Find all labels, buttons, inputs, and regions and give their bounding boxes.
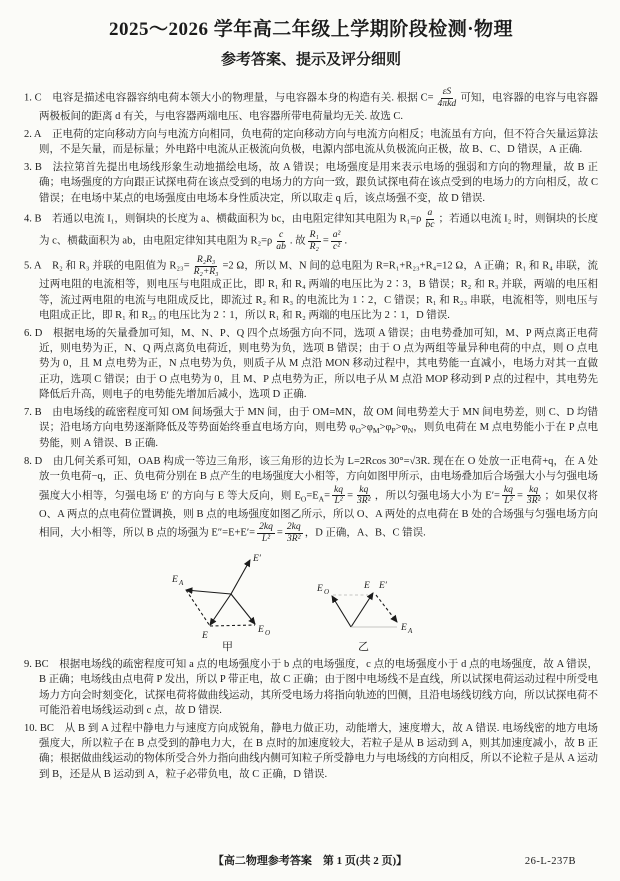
- footer-page-label: 【高二物理参考答案 第 1 页(共 2 页)】: [212, 854, 408, 867]
- label-ea-jia: E: [172, 574, 178, 585]
- fraction: $\frac{\text{R₂R₃}}{\text{R₂+R₃}}$: [193, 253, 219, 277]
- answer-item-4: 4. B 若通以电流 I₁，则铜块的长度为 a、横截面积为 bc，由电阻定律知其电阻为 R₁=ρ $\frac{a}{bc}$ ；若通以电流 I₂ 时，则铜块的长度为 c、横截面积为 ab，由电阻定律知其电阻为 R₂=ρ $\frac{c}{ab}$ . 故 $\frac{\text{R₁}}{\text{R₂}}$ = $\frac{\text{a²}}{\text{c²}}$ .: [24, 206, 598, 253]
- label-eo-jia: E: [258, 624, 264, 635]
- label-ea-sub-jia: A: [179, 578, 184, 587]
- page-footer: [0, 853, 620, 869]
- fraction: $\frac{\text{R₁}}{\text{R₂}}$: [309, 229, 319, 253]
- fraction: $\frac{kq}{\text{3R²}}$: [357, 483, 371, 507]
- footer-doc-code: 26-L-237B: [524, 855, 576, 867]
- caption-jia: 甲: [222, 640, 233, 652]
- fraction: $\frac{\varepsilon S}{\text{4πkd}}$: [437, 85, 457, 109]
- answer-item-10: 10. BC 从 B 到 A 过程中静电力与速度方向成锐角，静电力做正功，动能增大，速度增大，故 A 错误. 电场线密的地方电场强度大，所以粒子在 B 点受到的静电力大，在 B 点时的加速度较大，若粒子是从 B 运动到 A，则其加速度减小，故 B 正确；根据做曲线运动的物体所受合外力指向曲线内侧可知粒子所受静电力与电场线的方向相反，所以不论粒子是从 A 运动到 B，还是从 B 运动到 A，粒子必带负电，故 C 正确，D 错误.: [24, 722, 598, 780]
- figure-vector-diagrams: [24, 548, 598, 652]
- page-title: 2025～2026 学年高二年级上学期阶段检测·物理: [108, 19, 514, 40]
- label-e-prime-yi: E′: [379, 580, 387, 591]
- answer-number-choice: 5. A: [24, 260, 53, 272]
- answer-item-1: 1. C 电容是描述电容器容纳电荷本领大小的物理量，与电容器本身的构造有关. 根据 C= $\frac{\varepsilon S}{\text{4πkd}}$ 可知，电容器的电容与电容器两极板间的距离 d 有关，与电容器两端电压、电容器所带电荷量均无关. 故选 C.: [24, 85, 598, 123]
- answer-item-9: 9. BC 根据电场线的疏密程度可知 a 点的电场强度小于 b 点的电场强度，c 点的电场强度小于 d 点的电场强度，故 A 错误，B 正确；电场线由点电荷 P 发出，所以 P 带正电，故 C 正确；由于图中电场线不是直线，所以试探电荷运动过程中所受电场力方向会时刻变化，试探电荷将做曲线运动，其所受电场力将指向轨迹的凹侧，且沿电场线切线方向，所以试探电荷不可能沿着电场线运动到 c 点，故 D 错误.: [24, 658, 598, 717]
- answer-number-choice: 8. D: [24, 455, 53, 467]
- answer-item-8: 8. D 由几何关系可知，OAB 构成一等边三角形，该三角形的边长为 L=2Rcos 30°=√3R. 现在在 O 处放一正电荷+q，在 A 处放一负电荷−q，正、负电荷分别在 B 点产生的电场强度大小相等，方向如图甲所示，由电场叠加后合场强大小与匀强电场强度大小相等，匀强电场 E′ 的方向与 E 等大反向，则 $E_O=E_A=$ $\frac{kq}{\text{L²}}$ = $\frac{kq}{\text{3R²}}$ ，所以匀强电场大小为 E′= $\frac{kq}{\text{L²}}$ = $\frac{kq}{\text{3R²}}$ ；如果仅将 O、A 两点的点电荷位置调换，则 B 点的电场强度如图乙所示，所以 O、A 两处的点电荷在 B 处的合场强与匀强电场方向相同，大小相等，所以 B 点的场强为 E″=E+E′= $\frac{2kq}{\text{L²}}$ = $\frac{2kq}{\text{3R²}}$ ，D 正确，A、B、C 错误.: [24, 455, 598, 545]
- answer-item-7: 7. B 由电场线的疏密程度可知 OM 间场强大于 MN 间，由于 OM=MN，故 OM 间电势差大于 MN 间电势差，则 C、D 均错误；沿电场方向电势逐渐降低及等势面始终垂直电场方向，则电势 $\varphi_O>\varphi_M>\varphi_P>\varphi_N$，则负电荷在 M 点电势能小于在 P 点电势能，则 A 错误、B 正确.: [24, 406, 598, 450]
- label-e-yi: E: [364, 580, 370, 591]
- label-e-jia: E: [202, 630, 208, 641]
- answer-number-choice: 7. B: [24, 406, 53, 418]
- vector-diagram-svg: [146, 548, 476, 652]
- page-subtitle: 参考答案、提示及评分细则: [220, 51, 401, 68]
- label-eo-yi: E: [317, 583, 323, 594]
- fraction: $\frac{2kq}{\text{3R²}}$: [286, 521, 301, 545]
- caption-yi: 乙: [358, 640, 369, 652]
- diagram-yi-vectors: [332, 593, 397, 627]
- answer-item-3: 3. B 法拉第首先提出电场线形象生动地描绘电场，故 A 错误；电场强度是用来表示电场的强弱和方向的物理量，故 B 正确；电场强度的方向跟正试探电荷在该点受到的电场力的方向一致，跟负试探电荷在该点受到的电场力的方向相反，故 C 错误；在电场中某点的电场强度由电场本身性质决定，所以取走 q 后，该点场强不变，故 D 错误.: [24, 161, 598, 204]
- answer-number-choice: 3. B: [24, 161, 53, 173]
- answer-number-choice: 4. B: [24, 213, 53, 225]
- fraction: $\frac{2kq}{\text{L²}}$: [259, 521, 273, 545]
- answer-number-choice: 1. C: [24, 92, 53, 104]
- answer-number-choice: 9. BC: [24, 658, 60, 670]
- fraction: $\frac{kq}{\text{L²}}$: [334, 483, 344, 507]
- answer-item-2: 2. A 正电荷的定向移动方向与电流方向相同，负电荷的定向移动方向与电流方向相反；电流虽有方向，但不符合矢量运算法则，不是矢量，而是标量；外电路中电流从正极流向负极，电源内部电流从负极流向正极，故 B、C、D 错误，A 正确.: [24, 128, 599, 156]
- fraction: $\frac{\text{a²}}{\text{c²}}$: [332, 229, 341, 253]
- answer-number-choice: 6. D: [24, 327, 53, 339]
- fraction: $\frac{kq}{\text{3R²}}$: [526, 483, 541, 507]
- label-eo-sub-jia: O: [265, 628, 271, 637]
- answer-number-choice: 2. A: [24, 128, 53, 140]
- diagram-jia-vectors: [186, 560, 255, 626]
- answers-list-bottom: [24, 657, 598, 782]
- answers-list-top: [24, 87, 598, 545]
- answer-item-6: 6. D 根据电场的矢量叠加可知，M、N、P、Q 四个点场强方向不同，选项 A 错误；由电势叠加可知，M、P 两点离正电荷近，则电势为正，N、Q 两点离负电荷近，则电势为负，选项 B 错误；由于 O 点为两组等量异种电荷的中点，则 O 点电势为 0，且 M 点电势为正，N 点电势为负，则质子从 M 点沿 MON 移动过程中，其电势能一直减小，电场力对其一直做正功，选项 C 错误；由于 O 点电势为 0，且 M、P 点电势为正，所以电子从 M 点沿 MOP 移动到 P 点的过程中，其电势先降低后升高，则电子的电势能先增加后减小，选项 D 正确.: [24, 327, 598, 401]
- fraction: $\frac{c}{ab}$: [276, 229, 286, 253]
- label-ea-yi: E: [401, 622, 407, 633]
- answer-item-5: 5. A R₂ 和 R₃ 并联的电阻值为 R₂₃= $\frac{\text{R₂R₃}}{\text{R₂+R₃}}$ =2 Ω，所以 M、N 间的总电阻为 R=R₁+R₂₃+R₄=12 Ω，A 正确；R₁ 和 R₄ 串联，流过两电阻的电流相等，则电压与电阻成正比，即 R₁ 和 R₄ 两端的电压比为 2∶3，B 错误；R₂ 和 R₃ 并联，两端的电压相等，流过两电阻的电流与电阻成反比，即流过 R₂ 和 R₃ 的电流比为 1∶2，C 错误；R₁ 和 R₂₃ 串联，电流相等，则电压与电阻成正比，即 R₁ 和 R₂₃ 的电压比为 2∶1，所以 R₁ 和 R₂ 两端的电压比为 2∶1，D 错误.: [24, 253, 598, 322]
- label-e-prime-jia: E′: [253, 553, 261, 564]
- label-eo-sub-yi: O: [324, 587, 330, 596]
- fraction: $\frac{kq}{\text{L²}}$: [503, 483, 513, 507]
- fraction: $\frac{a}{bc}$: [425, 206, 435, 230]
- answer-number-choice: 10. BC: [24, 722, 65, 734]
- label-ea-sub-yi: A: [408, 626, 413, 635]
